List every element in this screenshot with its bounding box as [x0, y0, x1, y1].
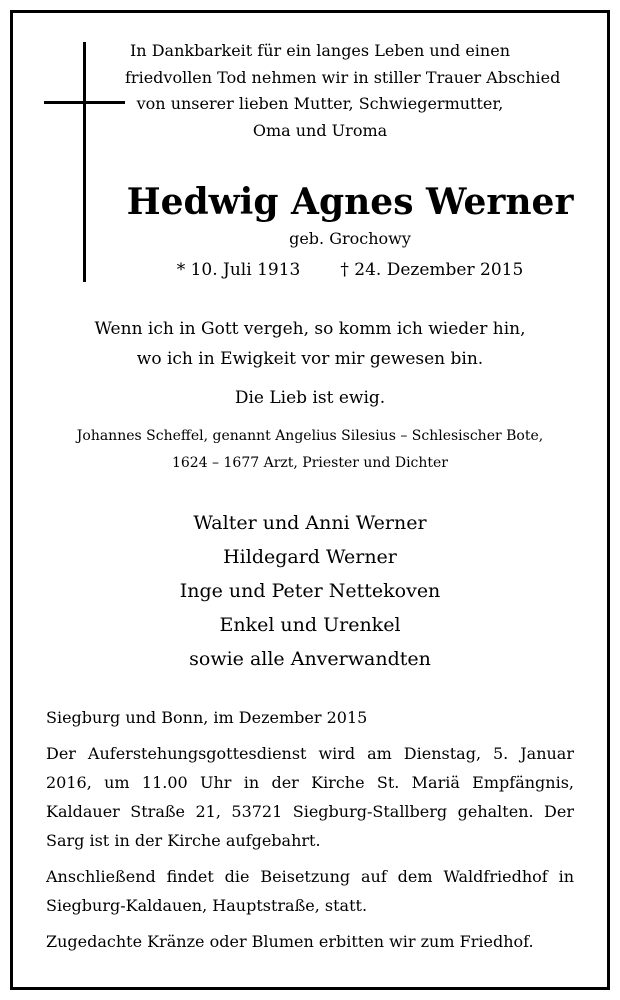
attribution-line: 1624 – 1677 Arzt, Priester und Dichter: [171, 455, 449, 471]
poem-line: wo ich in Ewigkeit vor mir gewesen bin.: [136, 349, 484, 369]
poem: [60, 314, 560, 374]
attribution-line: Johannes Scheffel, genannt Angelius Silesius – Schlesischer Bote,: [76, 428, 544, 444]
poem-line: Wenn ich in Gott vergeh, so komm ich wieder hin,: [94, 319, 526, 339]
notice-section: [46, 703, 574, 956]
mourner-entry: Walter und Anni Werner: [193, 512, 427, 534]
intro-text: [125, 38, 561, 144]
poem-motto: Die Lieb ist ewig.: [234, 388, 386, 408]
intro-line: von unserer lieben Mutter, Schwiegermutter,: [136, 94, 504, 113]
mourner-entry: sowie alle Anverwandten: [189, 648, 431, 670]
service-info: Der Auferstehungsgottesdienst wird am Dienstag, 5. Januar 2016, um 11.00 Uhr in der Kirche St. Mariä Empfängnis, Kaldauer Straße 21, 53721 Siegburg-Stallberg gehalten. Der Sarg ist in der Kirche aufgebahrt.: [46, 744, 574, 850]
poem-attribution: [40, 423, 580, 477]
place-date: Siegburg und Bonn, im Dezember 2015: [46, 708, 368, 727]
deceased-name: Hedwig Agnes Werner: [126, 181, 574, 223]
flowers-note: Zugedachte Kränze oder Blumen erbitten wir zum Friedhof.: [46, 932, 534, 951]
intro-line: In Dankbarkeit für ein langes Leben und einen: [129, 41, 510, 60]
mourner-entry: Hildegard Werner: [223, 546, 397, 568]
cross-vertical-bar: [83, 42, 86, 282]
birth-date: * 10. Juli 1913: [176, 260, 301, 280]
cross-horizontal-bar: [44, 101, 125, 104]
mourners-list: [60, 506, 560, 676]
death-date: † 24. Dezember 2015: [340, 260, 524, 280]
intro-line: friedvollen Tod nehmen wir in stiller Trauer Abschied: [125, 67, 561, 87]
maiden-name: geb. Grochowy: [289, 229, 411, 248]
intro-line: Oma und Uroma: [252, 120, 388, 140]
mourner-entry: Enkel und Urenkel: [219, 614, 401, 636]
burial-info: Anschließend findet die Beisetzung auf dem Waldfriedhof in Siegburg-Kaldauen, Hauptstraße, statt.: [46, 867, 574, 915]
mourner-entry: Inge und Peter Nettekoven: [179, 580, 441, 602]
life-dates: [150, 258, 550, 282]
